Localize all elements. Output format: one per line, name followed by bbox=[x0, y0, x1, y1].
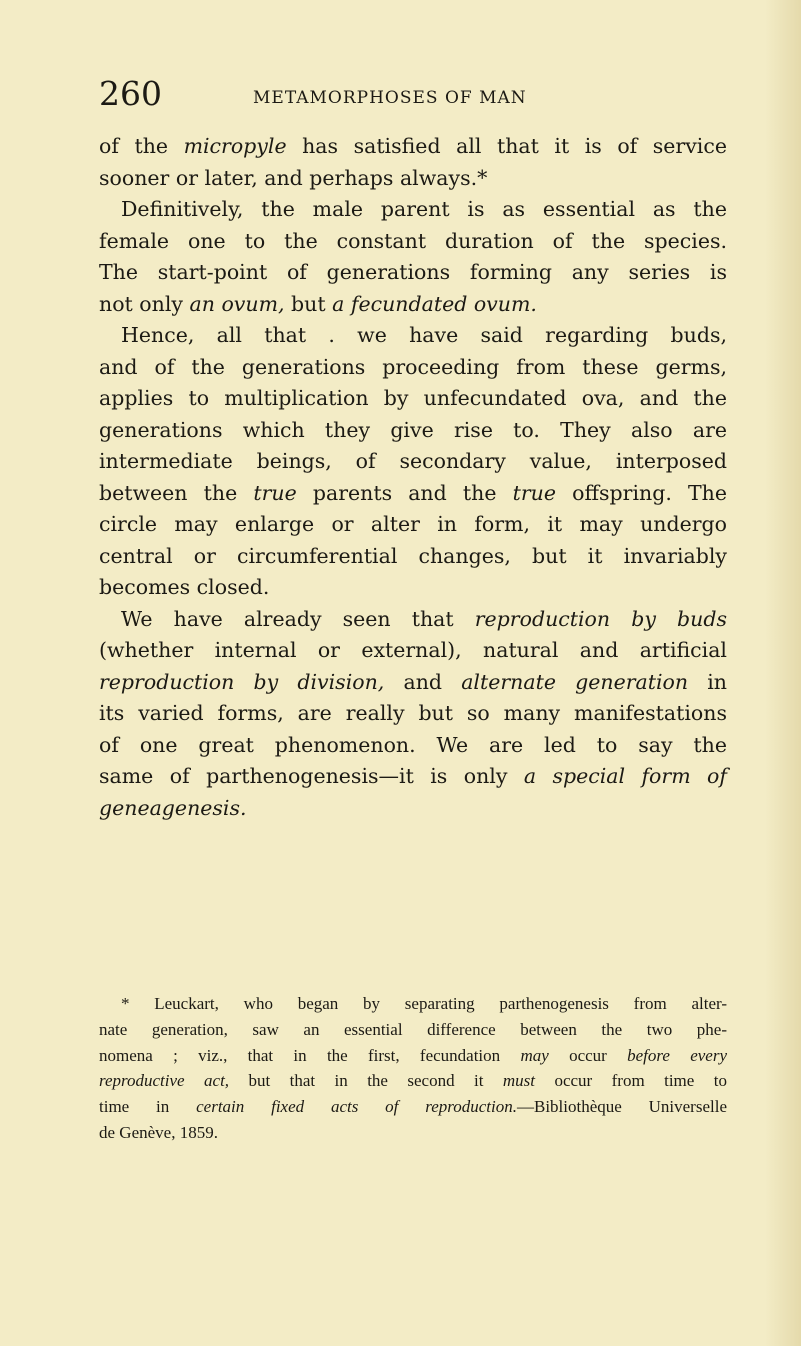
text-line: We have already seen that reproduction by buds bbox=[121, 606, 727, 631]
text-line: intermediate beings, of secondary value, interposed bbox=[99, 449, 727, 473]
text-line: The start-point of generations forming any series is bbox=[99, 260, 727, 284]
page-number: 260 bbox=[99, 74, 162, 113]
text-line: (whether internal or external), natural and artificial bbox=[99, 638, 727, 662]
page-edge-shadow bbox=[765, 0, 801, 1346]
footnote-line: de Genève, 1859. bbox=[99, 1122, 218, 1142]
text-line: of one great phenomenon. We are led to say the bbox=[99, 732, 727, 757]
text-line: sooner or later, and perhaps always.* bbox=[99, 165, 488, 190]
text-line: not only an ovum, but a fecundated ovum. bbox=[99, 291, 537, 316]
text-line: Hence, all that . we have said regarding buds, bbox=[121, 323, 727, 347]
footnote-line: time in certain fixed acts of reproduction.—Bibliothèque Universelle bbox=[99, 1097, 727, 1117]
text-line: circle may enlarge or alter in form, it may undergo bbox=[99, 512, 727, 536]
text-line: and of the generations proceeding from these germs, bbox=[99, 354, 727, 379]
text-line: female one to the constant duration of the species. bbox=[99, 228, 727, 253]
footnote-line: nomena ; viz., that in the first, fecundation may occur before every bbox=[99, 1045, 727, 1065]
footnote-line: * Leuckart, who began by separating parthenogenesis from alter- bbox=[121, 994, 727, 1013]
text-line: Definitively, the male parent is as essential as the bbox=[121, 197, 727, 221]
text-line: reproduction by division, and alternate generation in bbox=[99, 669, 727, 694]
running-header bbox=[99, 74, 719, 118]
text-line: generations which they give rise to. They also are bbox=[99, 417, 727, 442]
text-line: of the micropyle has satisfied all that it is of service bbox=[99, 134, 727, 158]
text-line: geneagenesis. bbox=[99, 795, 247, 820]
footnote-line: reproductive act, but that in the second it must occur from time to bbox=[99, 1071, 727, 1091]
footnote bbox=[99, 991, 727, 1146]
running-title: METAMORPHOSES OF MAN bbox=[253, 88, 527, 108]
text-line: applies to multiplication by unfecundated ova, and the bbox=[99, 386, 727, 410]
text-line: same of parthenogenesis—it is only a special form of bbox=[99, 764, 727, 788]
text-line: its varied forms, are really but so many manifestations bbox=[99, 701, 727, 725]
text-line: central or circumferential changes, but it invariably bbox=[99, 543, 727, 568]
text-line: between the true parents and the true offspring. The bbox=[99, 480, 727, 505]
main-text bbox=[99, 131, 727, 824]
footnote-line: nate generation, saw an essential difference between the two phe- bbox=[99, 1019, 727, 1039]
text-line: becomes closed. bbox=[99, 575, 270, 599]
